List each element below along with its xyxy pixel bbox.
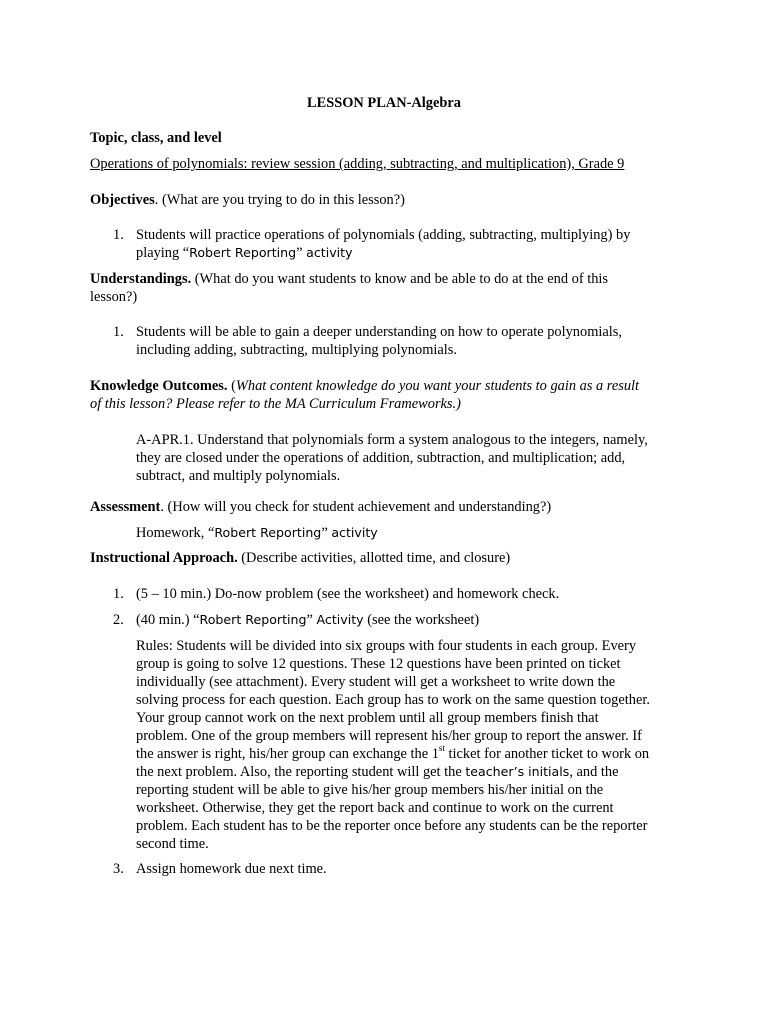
approach-line bbox=[90, 549, 510, 567]
knowledge-heading: Knowledge Outcomes. bbox=[90, 378, 228, 394]
rules-line7-b: ticket for another ticket to work on bbox=[444, 746, 650, 762]
approach-item3-text: Assign homework due next time. bbox=[136, 861, 327, 877]
assessment-prompt: . (How will you check for student achievement and understanding?) bbox=[160, 499, 552, 515]
item2-activity-name: Robert Reporting bbox=[199, 612, 307, 627]
approach-prompt: (Describe activities, allotted time, and closure) bbox=[237, 550, 511, 566]
objectives-item-line2 bbox=[136, 244, 353, 262]
rules-line10: worksheet. Otherwise, they get the report back and continue to work on the current bbox=[136, 800, 614, 816]
rules-line9: reporting student will be able to give his/her group members his/her initial on the bbox=[136, 782, 604, 798]
activity-name: Robert Reporting bbox=[189, 245, 297, 260]
rules-line8 bbox=[136, 763, 618, 781]
item2-e: (see the worksheet) bbox=[363, 612, 480, 628]
assessment-heading: Assessment bbox=[90, 499, 161, 515]
objectives-item-line1: Students will practice operations of polynomials (adding, subtracting, multiplying) by bbox=[136, 227, 631, 243]
knowledge-line1 bbox=[90, 377, 639, 395]
knowledge-prompt-line2: of this lesson? Please refer to the MA Curriculum Frameworks.) bbox=[90, 396, 461, 412]
rules-line8-a: the next problem. Also, the reporting student will get the bbox=[136, 764, 466, 780]
rules-line4: solving process for each question. Each group has to work on the same question together. bbox=[136, 692, 650, 708]
understandings-line1 bbox=[90, 270, 608, 288]
rules-line12: second time. bbox=[136, 836, 209, 852]
approach-item1-number: 1. bbox=[113, 586, 124, 602]
assessment-activity-name: Robert Reporting bbox=[214, 525, 322, 540]
approach-item3-number: 3. bbox=[113, 861, 124, 877]
rules-line1: Rules: Students will be divided into six groups with four students in each group. Every bbox=[136, 638, 637, 654]
approach-heading: Instructional Approach. bbox=[90, 550, 238, 566]
item2-quote-close: ” bbox=[306, 612, 317, 628]
teachers-initials: teacher’s initials bbox=[465, 764, 570, 779]
approach-item2-number: 2. bbox=[113, 612, 124, 628]
assessment-text bbox=[136, 524, 378, 542]
item2-activity-word: Activity bbox=[316, 612, 364, 627]
objectives-item-number: 1. bbox=[113, 227, 124, 243]
rules-line6: problem. One of the group members will represent his/her group to report the answer. If bbox=[136, 728, 642, 744]
understandings-item-line1: Students will be able to gain a deeper understanding on how to operate polynomials, bbox=[136, 324, 622, 340]
understandings-item-number: 1. bbox=[113, 324, 124, 340]
assessment-quote-close: ” bbox=[321, 525, 332, 541]
assessment-activity-word: activity bbox=[331, 525, 378, 540]
assessment-line bbox=[90, 498, 551, 516]
quote-open: playing “ bbox=[136, 245, 190, 261]
understandings-prompt-line1: (What do you want students to know and be able to do at the end of this bbox=[191, 271, 609, 287]
rules-line2: group is going to solve 12 questions. These 12 questions have been printed on ticket bbox=[136, 656, 621, 672]
approach-item2-text bbox=[136, 611, 479, 629]
ordinal-superscript: st bbox=[438, 743, 445, 754]
standard-line2: they are closed under the operations of addition, subtraction, and multiplication; add, bbox=[136, 450, 626, 466]
knowledge-prompt-line1: What content knowledge do you want your students to gain as a result bbox=[235, 378, 640, 394]
document-title: LESSON PLAN-Algebra bbox=[307, 95, 461, 111]
assessment-text-a: Homework, “ bbox=[136, 525, 215, 541]
rules-line11: problem. Each student has to be the reporter once before any students can be the reporter bbox=[136, 818, 648, 834]
objectives-line bbox=[90, 191, 405, 209]
objectives-heading: Objectives bbox=[90, 192, 155, 208]
knowledge-paren: ( bbox=[227, 378, 236, 394]
understandings-item-line2: including adding, subtracting, multiplying polynomials. bbox=[136, 342, 457, 358]
standard-line3: subtract, and multiply polynomials. bbox=[136, 468, 341, 484]
rules-line5: Your group cannot work on the next problem until all group members finish that bbox=[136, 710, 599, 726]
understandings-prompt-line2: lesson?) bbox=[90, 289, 138, 305]
rules-line7-a: the answer is right, his/her group can exchange the 1 bbox=[136, 746, 439, 762]
item2-a: (40 min.) “ bbox=[136, 612, 200, 628]
objectives-prompt: . (What are you trying to do in this lesson?) bbox=[154, 192, 405, 208]
quote-close: ” bbox=[296, 245, 307, 261]
rules-line3: individually (see attachment). Every student will get a worksheet to write down the bbox=[136, 674, 616, 690]
topic-text: Operations of polynomials: review session (adding, subtracting, and multiplication), Grade 9 bbox=[90, 156, 625, 172]
topic-heading: Topic, class, and level bbox=[90, 130, 222, 146]
rules-line8-c: , and the bbox=[569, 764, 619, 780]
activity-word: activity bbox=[306, 245, 353, 260]
approach-item1-text: (5 – 10 min.) Do-now problem (see the worksheet) and homework check. bbox=[136, 586, 560, 602]
standard-line1: A-APR.1. Understand that polynomials form a system analogous to the integers, namely, bbox=[136, 432, 648, 448]
rules-line7 bbox=[136, 745, 649, 763]
understandings-heading: Understandings. bbox=[90, 271, 192, 287]
